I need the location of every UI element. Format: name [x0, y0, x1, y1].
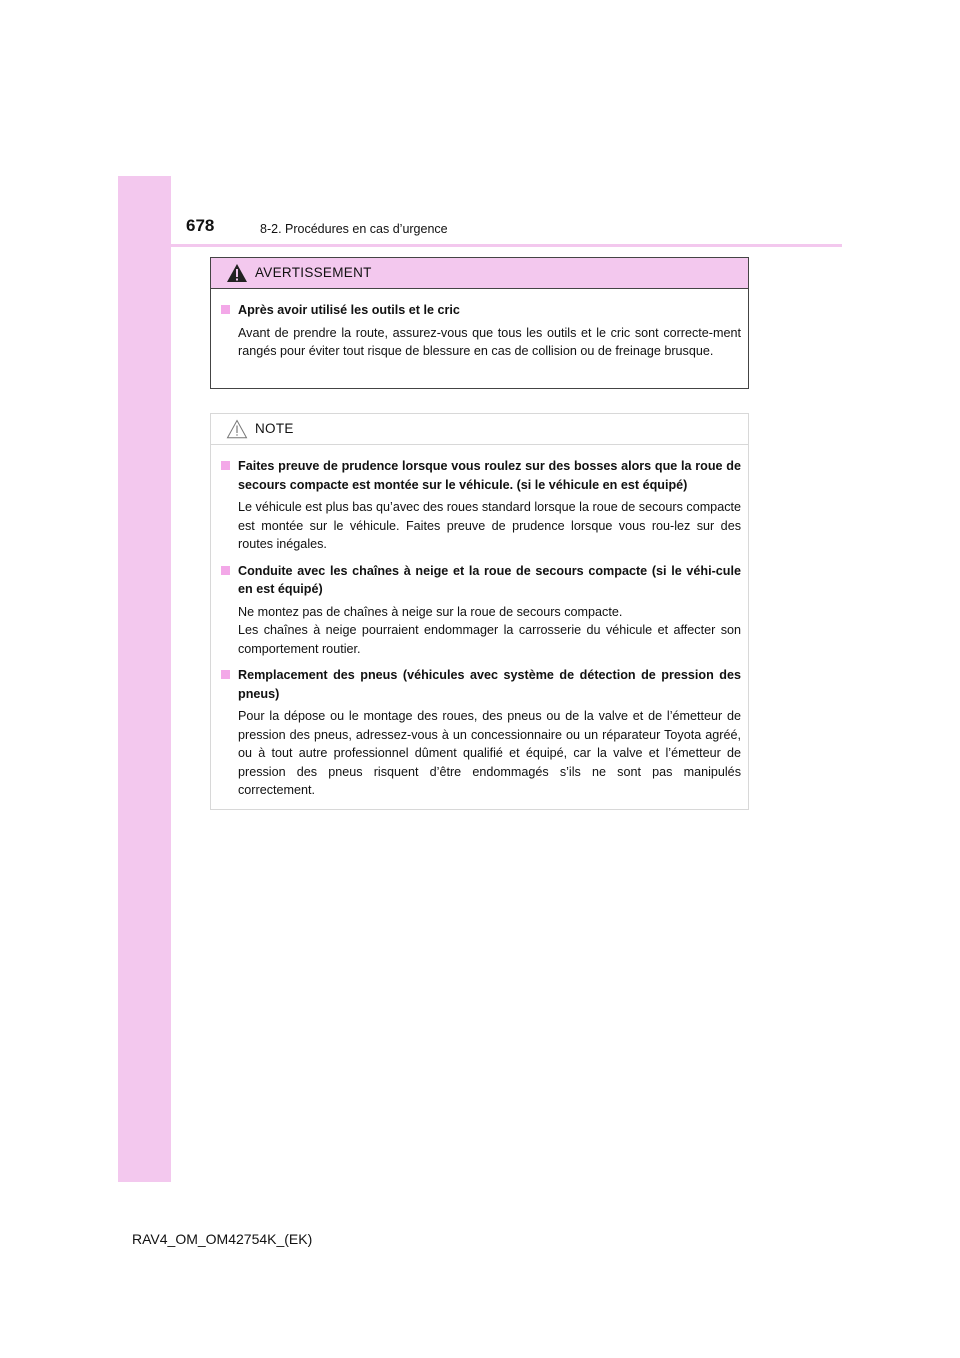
- header-rule: [118, 244, 842, 247]
- note-title: NOTE: [255, 421, 294, 436]
- warning-item-title: Après avoir utilisé les outils et le cric: [238, 303, 460, 317]
- square-bullet-icon: [221, 566, 230, 575]
- note-item-title: Remplacement des pneus (véhicules avec système de détection de pression des pneus): [238, 668, 741, 701]
- warning-header: [211, 258, 748, 289]
- warning-item-text: Avant de prendre la route, assurez-vous que tous les outils et le cric sont correcte-ment rangés pour éviter tout risque de blessure en cas de collision ou de freinage brusque.: [238, 325, 741, 358]
- note-item: [221, 666, 741, 800]
- note-header: [211, 414, 748, 445]
- square-bullet-icon: [221, 305, 230, 314]
- note-box: [210, 413, 749, 810]
- section-title: 8-2. Procédures en cas d’urgence: [260, 222, 448, 236]
- note-item-title: Conduite avec les chaînes à neige et la roue de secours compacte (si le véhi-cule en est équipé): [238, 563, 741, 596]
- note-item-title: Faites preuve de prudence lorsque vous roulez sur des bosses alors que la roue de secours compacte est montée sur le véhicule. (si le véhicule en est équipé): [238, 459, 741, 492]
- caution-triangle-icon: [226, 419, 248, 439]
- square-bullet-icon: [221, 461, 230, 470]
- document-code: RAV4_OM_OM42754K_(EK): [132, 1231, 313, 1247]
- note-item-text: Ne montez pas de chaînes à neige sur la roue de secours compacte.: [238, 604, 623, 619]
- warning-item: [221, 301, 741, 361]
- note-item-text: Les chaînes à neige pourraient endommager la carrosserie du véhicule et affecter son comportement routier.: [238, 623, 741, 656]
- warning-body: [211, 289, 748, 361]
- warning-title: AVERTISSEMENT: [255, 265, 372, 280]
- warning-box: [210, 257, 749, 389]
- note-body: [211, 445, 748, 800]
- side-color-strip: [118, 176, 171, 1182]
- square-bullet-icon: [221, 670, 230, 679]
- note-item-text: Le véhicule est plus bas qu’avec des roues standard lorsque la roue de secours compacte est montée sur le véhicule. Faites preuve de prudence lorsque vous rou-lez sur des routes inégales.: [238, 500, 741, 551]
- page-number: 678: [186, 216, 215, 235]
- warning-triangle-icon: [226, 263, 248, 283]
- note-item: [221, 562, 741, 659]
- note-item-text: Pour la dépose ou le montage des roues, des pneus ou de la valve et de l’émetteur de pression des pneus, adressez-vous à un concessionnaire ou un réparateur Toyota agréé, ou à tout autre professionnel dûment qualifié et équipé, car la valve et l’émetteur de pression des pneus risquent d’être endommagés s’ils ne sont pas manipulés correctement.: [238, 709, 741, 797]
- note-item: [221, 457, 741, 554]
